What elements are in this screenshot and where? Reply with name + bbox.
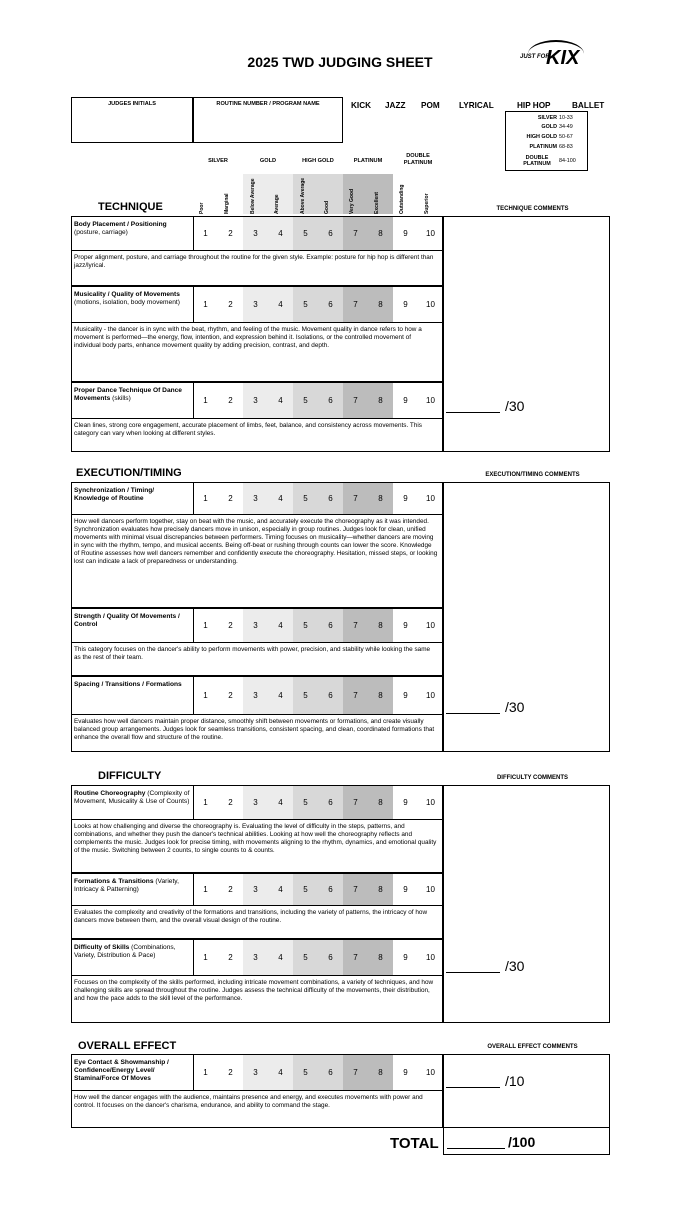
level-double-platinum: DOUBLE PLATINUM: [403, 153, 433, 166]
row-divider: [71, 418, 443, 419]
sublevel-label: Average: [273, 194, 280, 214]
range-value: 68-83: [559, 144, 573, 150]
comments-header: DIFFICULTY COMMENTS: [496, 775, 569, 781]
score-option-7[interactable]: 7: [343, 940, 368, 975]
category-description: How well the dancer engages with the audience, maintains presence and energy, and executes movements with power and control. It focuses on the dancer's charisma, endurance, and ability to command the stage.: [74, 1094, 423, 1109]
score-option-8[interactable]: 8: [368, 609, 393, 642]
score-option-5[interactable]: 5: [293, 940, 318, 975]
score-option-6[interactable]: 6: [318, 483, 343, 514]
comments-header: EXECUTION/TIMING COMMENTS: [485, 472, 580, 478]
row-divider: [71, 250, 443, 251]
section-title: TECHNIQUE: [98, 201, 163, 213]
range-name: PLATINUM: [529, 144, 557, 150]
category-description: How well dancers perform together, stay on beat with the music, and accurately execute the choreography as it was intended. Synchronization evaluates how precisely dancers move in unison, especially in group routines. Judges look for clean, unified movements with minimal visual discrepancies between performers. Timing focuses on musicality—whether dancers are moving in sync with the rhythm, tempo, and musical accents. Being off-beat or rushing through counts can lower the score. Knowledge of Routine assesses how well dancers remember and confidently execute the choreography. Hesitation, missed steps, or looking lost can indicate a lack of preparedness or understanding.: [74, 518, 438, 565]
category-name: [74, 790, 190, 806]
category-title: Eye Contact & Showmanship / Confidence/Energy Level/ Stamina/Force Of Moves: [74, 1059, 169, 1082]
score-option-1[interactable]: 1: [203, 494, 208, 503]
level-high-gold: HIGH GOLD: [302, 158, 334, 164]
score-option-9[interactable]: 9: [403, 621, 408, 630]
score-option-7[interactable]: 7: [343, 786, 368, 819]
score-option-1[interactable]: 1: [203, 1068, 208, 1077]
score-option-7[interactable]: 7: [343, 677, 368, 714]
score-option-6[interactable]: 6: [318, 677, 343, 714]
category-name: [74, 681, 190, 689]
score-option-8[interactable]: 8: [368, 383, 393, 418]
total-label: TOTAL: [390, 1135, 439, 1152]
score-option-10[interactable]: 10: [426, 621, 435, 630]
sheet-title: 2025 TWD JUDGING SHEET: [247, 54, 433, 70]
score-option-5[interactable]: 5: [293, 609, 318, 642]
score-option-3[interactable]: 3: [243, 1055, 268, 1090]
score-option-6[interactable]: 6: [318, 287, 343, 322]
score-option-3[interactable]: 3: [243, 940, 268, 975]
category-description: This category focuses on the dancer's ability to perform movements with power, precision, and stability while looking the same as the rest of their team.: [74, 646, 431, 661]
comments-box[interactable]: [443, 482, 610, 752]
comments-box[interactable]: [443, 785, 610, 1023]
judges-initials-label: JUDGES INITIALS: [108, 101, 156, 107]
range-value: 34-49: [559, 124, 573, 130]
row-divider: [71, 322, 443, 323]
category-description: Evaluates how well dancers maintain proper distance, smoothly shift between movements or formations, and create visually balanced group arrangements. Judges look for seamless transitions, consistent spacing, and clean, coordinated formations that enhance the overall flow and structure of the routine.: [74, 718, 435, 741]
score-option-4[interactable]: 4: [268, 677, 293, 714]
score-option-8[interactable]: 8: [368, 874, 393, 905]
row-divider: [71, 714, 443, 715]
score-option-8[interactable]: 8: [368, 287, 393, 322]
style-pom[interactable]: POM: [421, 101, 440, 110]
style-lyrical[interactable]: LYRICAL: [459, 101, 494, 110]
category-title: Musicality / Quality of Movements: [74, 291, 180, 298]
level-silver: SILVER: [208, 158, 228, 164]
score-option-3[interactable]: 3: [243, 483, 268, 514]
score-option-5[interactable]: 5: [293, 786, 318, 819]
score-option-9[interactable]: 9: [403, 229, 408, 238]
score-option-1[interactable]: 1: [203, 621, 208, 630]
category-title: Difficulty of Skills: [74, 944, 130, 951]
subtotal-value: /30: [505, 398, 525, 414]
category-description: Looks at how challenging and diverse the choreography is. Evaluating the level of difficulty in the steps, patterns, and combinations, and whether they push the dancer's technical abilities. Looking at how well the choreography reflects and complements the music. Judges look for precise timing, with movements aligning to the rhythm, dynamics, and emotional quality of the music. Switching between 2 counts, to single counts to & counts.: [74, 823, 437, 854]
total-value: /100: [508, 1134, 536, 1150]
score-option-1[interactable]: 1: [203, 396, 208, 405]
category-detail: (motions, isolation, body movement): [74, 299, 180, 306]
score-option-10[interactable]: 10: [426, 885, 435, 894]
sublevel-label: Below Average: [249, 178, 256, 214]
score-option-1[interactable]: 1: [203, 798, 208, 807]
category-title: Synchronization / Timing/ Knowledge of Routine: [74, 487, 155, 502]
score-option-6[interactable]: 6: [318, 1055, 343, 1090]
score-option-3[interactable]: 3: [243, 287, 268, 322]
category-title: Spacing / Transitions / Formations: [74, 681, 182, 688]
category-title: Strength / Quality Of Movements / Control: [74, 613, 180, 628]
score-option-5[interactable]: 5: [293, 874, 318, 905]
score-option-4[interactable]: 4: [268, 786, 293, 819]
score-option-8[interactable]: 8: [368, 1055, 393, 1090]
level-gold: GOLD: [259, 158, 277, 164]
comments-header: OVERALL EFFECT COMMENTS: [487, 1044, 578, 1050]
score-option-2[interactable]: 2: [228, 300, 233, 309]
category-name: [74, 944, 190, 960]
comments-box[interactable]: [443, 1054, 610, 1128]
subtotal-value: /30: [505, 699, 525, 715]
total-blank: [447, 1148, 505, 1149]
score-option-5[interactable]: 5: [293, 483, 318, 514]
sublevel-label: Poor: [198, 202, 205, 214]
sublevel-label: Good: [323, 200, 330, 214]
row-divider: [71, 514, 443, 515]
subtotal-value: /10: [505, 1073, 525, 1089]
score-option-5[interactable]: 5: [293, 383, 318, 418]
range-name: GOLD: [541, 124, 557, 130]
score-option-10[interactable]: 10: [426, 396, 435, 405]
category-description: Focuses on the complexity of the skills performed, including intricate movement combinations, a variety of techniques, and how challenging skills are spread throughout the routine. Judges assess the technical difficulty of the movements, their distribution, and how the pace adds to the skill level of the performance.: [74, 979, 434, 1002]
score-option-4[interactable]: 4: [268, 609, 293, 642]
style-jazz[interactable]: JAZZ: [385, 101, 406, 110]
score-option-7[interactable]: 7: [343, 874, 368, 905]
score-option-1[interactable]: 1: [203, 953, 208, 962]
score-option-3[interactable]: 3: [243, 874, 268, 905]
score-option-3[interactable]: 3: [243, 609, 268, 642]
score-option-9[interactable]: 9: [403, 953, 408, 962]
sublevel-label: Marginal: [223, 193, 230, 214]
category-description: Proper alignment, posture, and carriage throughout the routine for the given style. Example: posture for hip hop is different than jazz/lyrical.: [74, 254, 434, 269]
score-option-10[interactable]: 10: [426, 300, 435, 309]
score-option-3[interactable]: 3: [243, 383, 268, 418]
score-option-7[interactable]: 7: [343, 1055, 368, 1090]
subtotal-blank[interactable]: [446, 713, 500, 714]
category-detail: (Variety, Intricacy & Patterning): [74, 878, 179, 893]
sublevel-label: Above Average: [299, 177, 306, 214]
category-name: [74, 1059, 190, 1083]
score-option-4[interactable]: 4: [268, 940, 293, 975]
score-option-6[interactable]: 6: [318, 217, 343, 250]
score-option-2[interactable]: 2: [228, 691, 233, 700]
score-option-10[interactable]: 10: [426, 229, 435, 238]
category-name: [74, 613, 190, 629]
score-option-9[interactable]: 9: [403, 885, 408, 894]
total-box[interactable]: [443, 1127, 610, 1155]
section-title: EXECUTION/TIMING: [76, 467, 182, 479]
category-title: Proper Dance Technique Of Dance Movements: [74, 387, 182, 402]
routine-number-label: ROUTINE NUMBER / PROGRAM NAME: [216, 101, 320, 107]
score-option-9[interactable]: 9: [403, 1068, 408, 1077]
category-name: [74, 387, 190, 403]
range-name: DOUBLE PLATINUM: [523, 155, 551, 167]
category-detail: (skills): [112, 395, 131, 402]
category-name: [74, 291, 190, 307]
row-divider: [71, 642, 443, 643]
score-option-10[interactable]: 10: [426, 691, 435, 700]
section-title: DIFFICULTY: [98, 770, 162, 782]
score-option-8[interactable]: 8: [368, 483, 393, 514]
score-option-4[interactable]: 4: [268, 483, 293, 514]
category-name: [74, 221, 190, 237]
score-option-9[interactable]: 9: [403, 798, 408, 807]
score-option-5[interactable]: 5: [293, 1055, 318, 1090]
score-option-9[interactable]: 9: [403, 691, 408, 700]
category-name: [74, 487, 190, 503]
range-value: 10-33: [559, 115, 573, 121]
subtotal-value: /30: [505, 958, 525, 974]
score-option-4[interactable]: 4: [268, 383, 293, 418]
score-option-4[interactable]: 4: [268, 1055, 293, 1090]
score-option-4[interactable]: 4: [268, 874, 293, 905]
score-option-8[interactable]: 8: [368, 940, 393, 975]
score-option-6[interactable]: 6: [318, 786, 343, 819]
score-option-1[interactable]: 1: [203, 691, 208, 700]
score-option-2[interactable]: 2: [228, 494, 233, 503]
score-option-7[interactable]: 7: [343, 217, 368, 250]
range-value: 84-100: [559, 158, 576, 164]
score-option-10[interactable]: 10: [426, 798, 435, 807]
range-name: SILVER: [537, 115, 557, 121]
score-option-7[interactable]: 7: [343, 609, 368, 642]
sublevel-label: Very Good: [348, 188, 355, 214]
score-option-7[interactable]: 7: [343, 287, 368, 322]
category-title: Body Placement / Positioning: [74, 221, 167, 228]
comments-header: TECHNIQUE COMMENTS: [496, 206, 569, 212]
score-option-2[interactable]: 2: [228, 798, 233, 807]
category-description: Evaluates the complexity and creativity of the formations and transitions, including the variety of patterns, the intricacy of how dancers move between them, and the overall visual design of the routine.: [74, 909, 428, 924]
score-option-7[interactable]: 7: [343, 383, 368, 418]
score-option-9[interactable]: 9: [403, 300, 408, 309]
logo-text-large: KIX: [546, 47, 580, 69]
comments-box[interactable]: [443, 216, 610, 452]
category-name: [74, 878, 190, 894]
score-option-6[interactable]: 6: [318, 874, 343, 905]
score-option-2[interactable]: 2: [228, 885, 233, 894]
score-option-8[interactable]: 8: [368, 677, 393, 714]
score-option-3[interactable]: 3: [243, 217, 268, 250]
row-divider: [71, 905, 443, 906]
level-platinum: PLATINUM: [353, 158, 383, 164]
score-option-8[interactable]: 8: [368, 786, 393, 819]
sublevel-label: Outstanding: [398, 184, 405, 214]
score-option-1[interactable]: 1: [203, 229, 208, 238]
score-option-9[interactable]: 9: [403, 494, 408, 503]
score-option-7[interactable]: 7: [343, 483, 368, 514]
score-option-5[interactable]: 5: [293, 217, 318, 250]
category-detail: (Combinations, Variety, Distribution & Pace): [74, 944, 176, 959]
score-option-2[interactable]: 2: [228, 229, 233, 238]
sublevel-label: Excellent: [373, 192, 380, 214]
score-option-10[interactable]: 10: [426, 1068, 435, 1077]
subtotal-blank[interactable]: [446, 412, 500, 413]
score-option-10[interactable]: 10: [426, 953, 435, 962]
section-title: OVERALL EFFECT: [78, 1040, 177, 1052]
subtotal-blank[interactable]: [446, 1087, 500, 1088]
score-option-5[interactable]: 5: [293, 287, 318, 322]
score-option-3[interactable]: 3: [243, 786, 268, 819]
range-name: HIGH GOLD: [526, 134, 557, 140]
score-option-2[interactable]: 2: [228, 396, 233, 405]
score-option-2[interactable]: 2: [228, 1068, 233, 1077]
score-option-1[interactable]: 1: [203, 885, 208, 894]
sublevel-label: Superior: [423, 193, 430, 214]
style-ballet[interactable]: BALLET: [572, 101, 605, 110]
row-divider: [71, 1090, 443, 1091]
category-description: Clean lines, strong core engagement, accurate placement of limbs, feet, balance, and consistency across movements. This category can vary when looking at different styles.: [74, 422, 422, 437]
score-option-6[interactable]: 6: [318, 609, 343, 642]
logo-text-small: JUST FOR: [520, 54, 550, 60]
score-option-2[interactable]: 2: [228, 621, 233, 630]
score-option-2[interactable]: 2: [228, 953, 233, 962]
category-detail: (posture, carriage): [74, 229, 128, 236]
row-divider: [71, 819, 443, 820]
score-option-10[interactable]: 10: [426, 494, 435, 503]
score-option-5[interactable]: 5: [293, 677, 318, 714]
subtotal-blank[interactable]: [446, 972, 500, 973]
style-hip-hop[interactable]: HIP HOP: [517, 101, 551, 110]
style-kick[interactable]: KICK: [351, 101, 372, 110]
range-value: 50-67: [559, 134, 573, 140]
category-title: Formations & Transitions: [74, 878, 154, 885]
category-detail: (Complexity of Movement, Musicality & Use of Counts): [74, 790, 190, 805]
score-option-3[interactable]: 3: [243, 677, 268, 714]
score-option-6[interactable]: 6: [318, 383, 343, 418]
score-option-8[interactable]: 8: [368, 217, 393, 250]
score-option-6[interactable]: 6: [318, 940, 343, 975]
score-option-9[interactable]: 9: [403, 396, 408, 405]
category-description: Musicality - the dancer is in sync with the beat, rhythm, and feeling of the music. Movement quality in dance refers to how a movement is performed—the energy, flow, intention, and expression behind it. Isolations, or the controlled movement of individual body parts, enhance movement quality by adding precision, contrast, and depth.: [74, 326, 422, 349]
score-option-1[interactable]: 1: [203, 300, 208, 309]
category-title: Routine Choreography: [74, 790, 146, 797]
row-divider: [71, 975, 443, 976]
score-option-4[interactable]: 4: [268, 217, 293, 250]
score-option-4[interactable]: 4: [268, 287, 293, 322]
